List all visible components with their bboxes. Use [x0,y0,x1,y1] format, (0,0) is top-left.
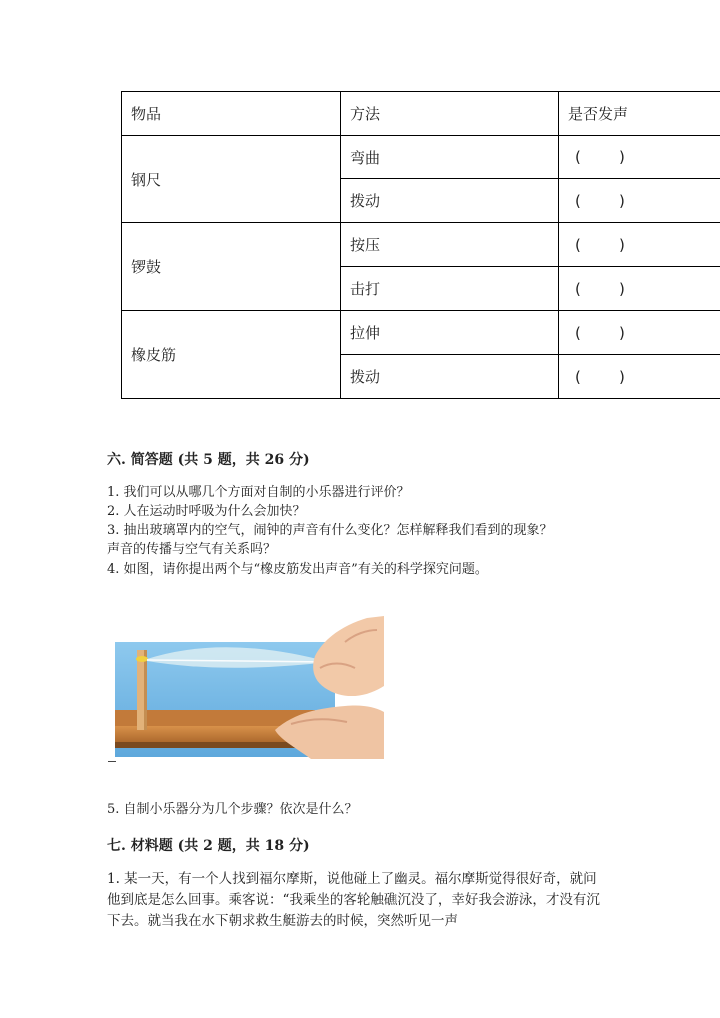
answer-blank[interactable]: ( ) [559,179,720,223]
answer-blank[interactable]: ( ) [559,355,720,399]
method-cell: 按压 [341,223,559,267]
question-5: 5. 自制小乐器分为几个步骤？依次是什么？ [107,802,358,817]
method-cell: 拉伸 [341,311,559,355]
header-item: 物品 [122,92,341,136]
item-cell: 橡皮筋 [122,311,341,399]
rubber-band-photo [115,616,384,759]
answer-blank[interactable]: ( ) [559,223,720,267]
header-sound: 是否发声 [559,92,720,136]
method-cell: 拨动 [341,355,559,399]
question-3: 3. 抽出玻璃罩内的空气，闹钟的声音有什么变化？怎样解释我们看到的现象？ [107,523,553,538]
question-2: 2. 人在运动时呼吸为什么会加快？ [107,504,306,519]
answer-blank[interactable]: ( ) [559,267,720,311]
experiment-table [121,91,720,399]
question-4: 4. 如图，请你提出两个与“橡皮筋发出声音”有关的科学探究问题。 [107,562,488,577]
material-passage: 1. 某一天，有一个人找到福尔摩斯，说他碰上了幽灵。福尔摩斯觉得很好奇，就问他到底是怎么回事。乘客说：“我乘坐的客轮触礁沉没了，幸好我会游泳，才没有沉下去。就当我在水下朝求救生艇游去的时候，突然听见一声 [107,871,600,929]
image-anchor-mark [108,761,116,762]
section-6-title: 六. 简答题 (共 5 题，共 26 分) [107,452,310,468]
item-cell: 锣鼓 [122,223,341,311]
section-7-title: 七. 材料题 (共 2 题，共 18 分) [107,838,310,854]
item-cell: 钢尺 [122,136,341,223]
method-cell: 弯曲 [341,136,559,179]
question-3-continued: 声音的传播与空气有关系吗？ [107,542,277,557]
header-method: 方法 [341,92,559,136]
method-cell: 击打 [341,267,559,311]
question-1: 1. 我们可以从哪几个方面对自制的小乐器进行评价？ [107,485,410,500]
answer-blank[interactable]: ( ) [559,136,720,179]
method-cell: 拨动 [341,179,559,223]
answer-blank[interactable]: ( ) [559,311,720,355]
